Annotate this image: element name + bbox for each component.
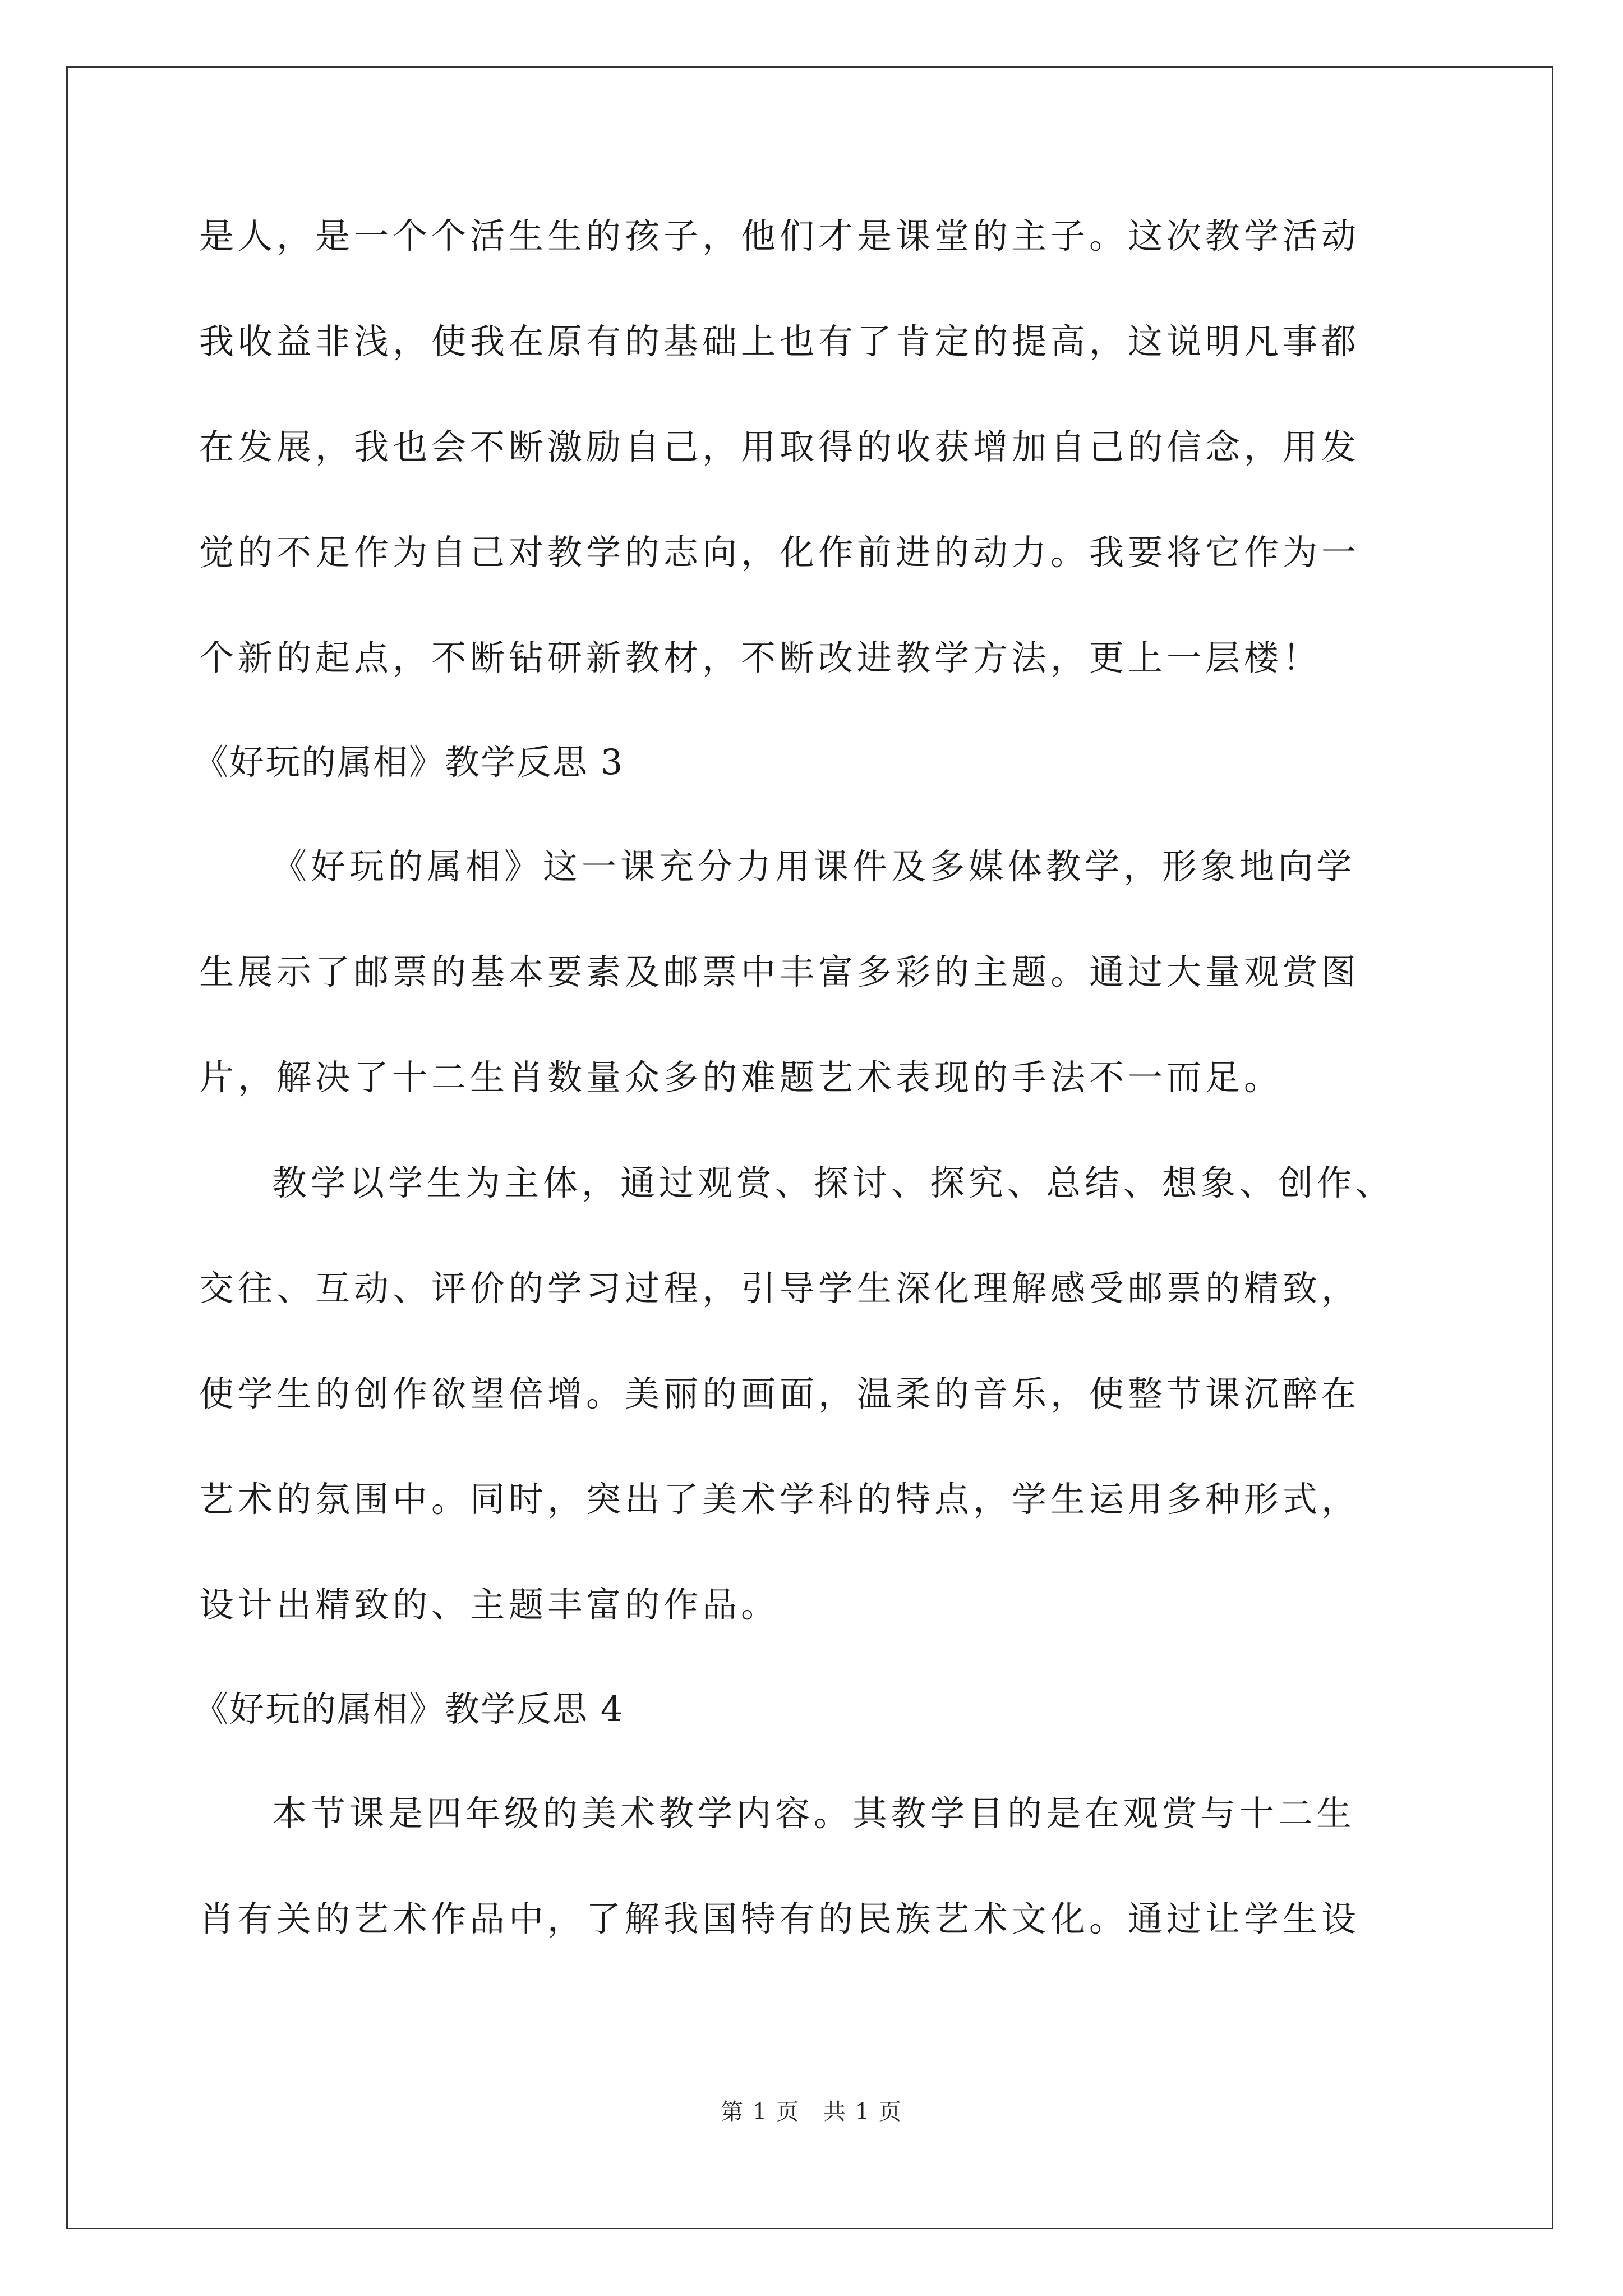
paragraph-line: 艺术的氛围中。同时，突出了美术学科的特点，学生运用多种形式， <box>199 1479 1361 1520</box>
paragraph-line: 觉的不足作为自己对教学的志向，化作前进的动力。我要将它作为一 <box>199 532 1361 573</box>
paragraph-line: 肖有关的艺术作品中，了解我国特有的民族艺术文化。通过让学生设 <box>199 1898 1361 1939</box>
section-heading: 《好玩的属相》教学反思 3 <box>193 742 624 783</box>
paragraph-line: 是人，是一个个活生生的孩子，他们才是课堂的主子。这次教学活动 <box>199 215 1361 256</box>
page-footer: 第 1 页 共 1 页 <box>721 2099 902 2125</box>
section-heading: 《好玩的属相》教学反思 4 <box>193 1688 624 1729</box>
paragraph-line: 个新的起点，不断钻研新教材，不断改进教学方法，更上一层楼！ <box>199 637 1322 678</box>
paragraph-line: 教学以学生为主体，通过观赏、探讨、探究、总结、想象、创作、 <box>272 1162 1395 1203</box>
paragraph-line: 片，解决了十二生肖数量众多的难题艺术表现的手法不一而足。 <box>199 1057 1283 1098</box>
paragraph-line: 设计出精致的、主题丰富的作品。 <box>199 1584 780 1625</box>
paragraph-line: 本节课是四年级的美术教学内容。其教学目的是在观赏与十二生 <box>272 1793 1356 1834</box>
paragraph-line: 《好玩的属相》这一课充分力用课件及多媒体教学，形象地向学 <box>272 846 1356 887</box>
paragraph-line: 在发展，我也会不断激励自己，用取得的收获增加自己的信念，用发 <box>199 426 1361 467</box>
paragraph-line: 使学生的创作欲望倍增。美丽的画面，温柔的音乐，使整节课沉醉在 <box>199 1373 1361 1414</box>
paragraph-line: 生展示了邮票的基本要素及邮票中丰富多彩的主题。通过大量观赏图 <box>199 951 1361 992</box>
paragraph-line: 交往、互动、评价的学习过程，引导学生深化理解感受邮票的精致， <box>199 1268 1361 1309</box>
paragraph-line: 我收益非浅，使我在原有的基础上也有了肯定的提高，这说明凡事都 <box>199 321 1361 362</box>
